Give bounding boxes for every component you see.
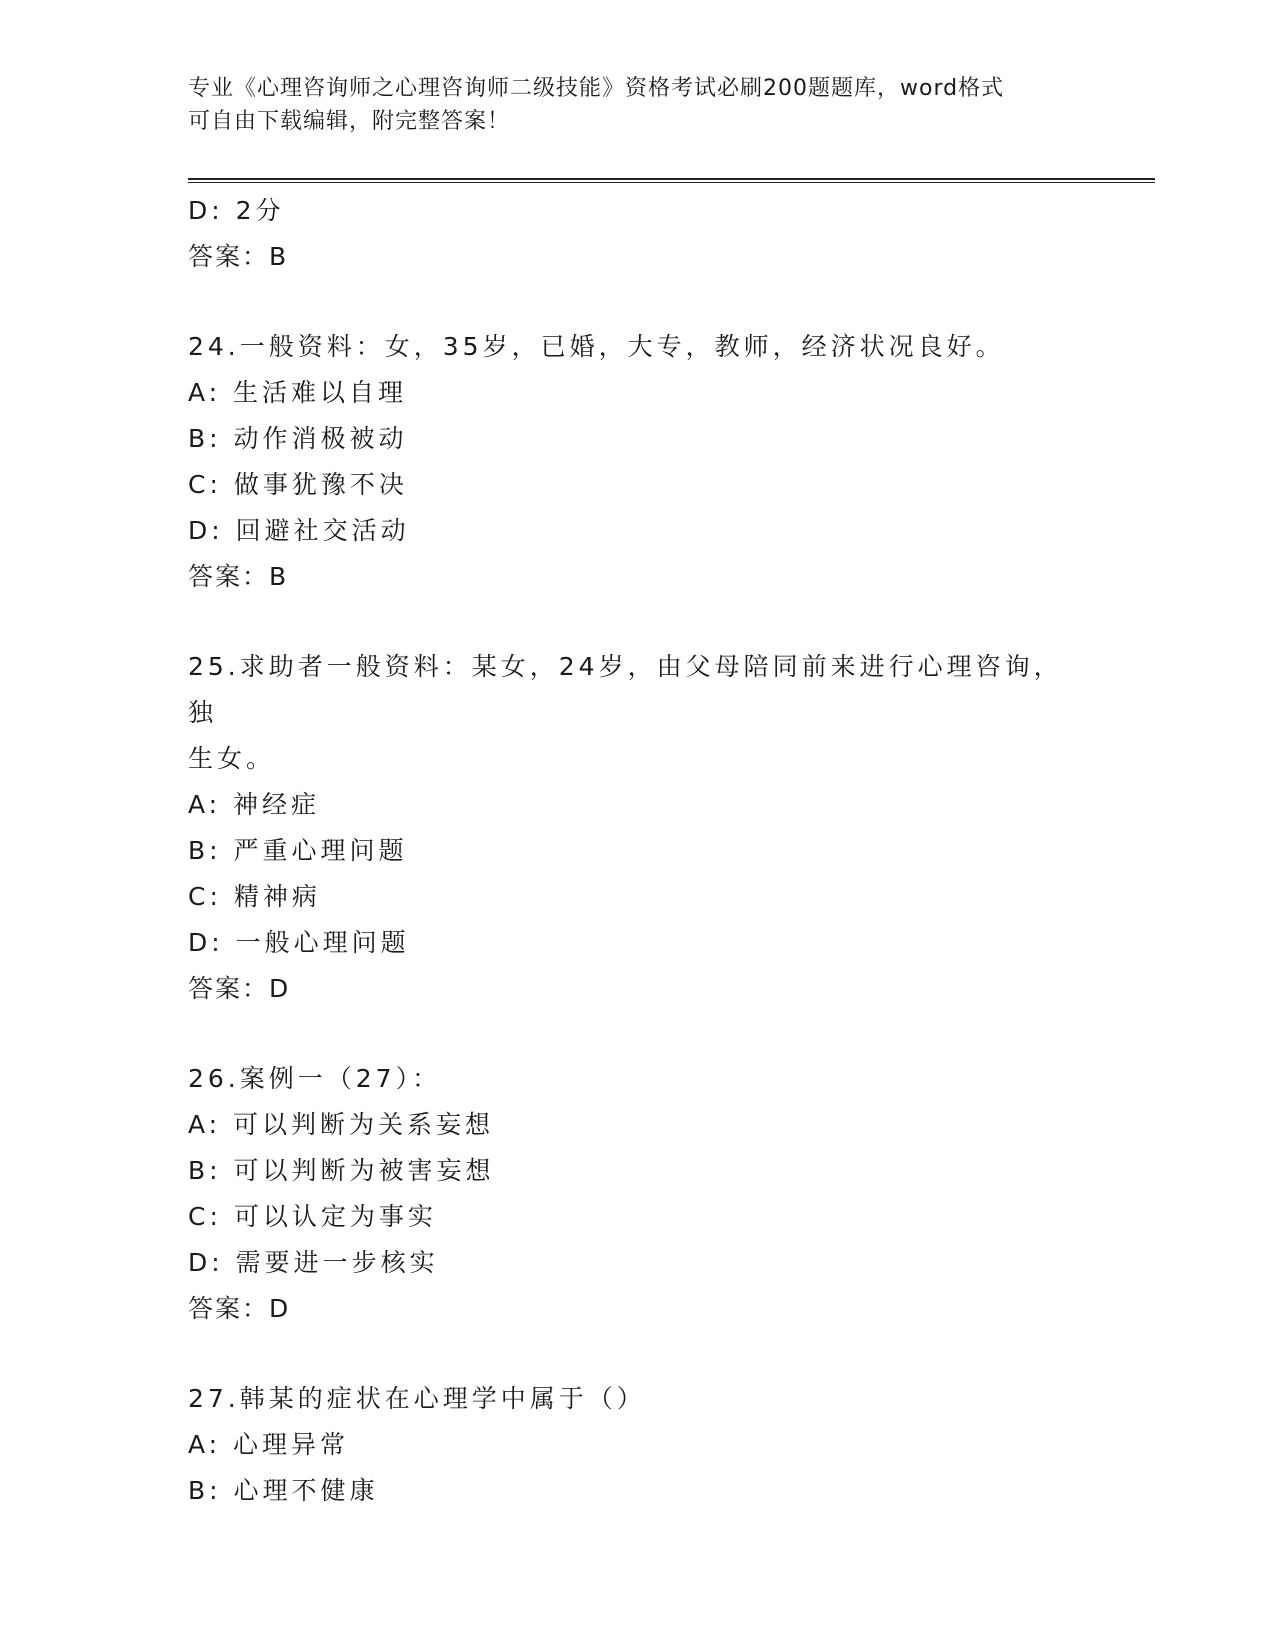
option-d: D: 需要进一步核实: [188, 1248, 439, 1277]
option-a: A: 神经症: [188, 790, 321, 819]
document-body: [188, 188, 1088, 1514]
option-c: C: 精神病: [188, 882, 321, 911]
question-title: 24.一般资料：女，35岁，已婚，大专，教师，经济状况良好。: [188, 332, 1005, 361]
question-title: 27.韩某的症状在心理学中属于（）: [188, 1384, 646, 1413]
answer: 答案：D: [188, 1294, 291, 1323]
document-header: [188, 72, 1088, 138]
question-26: [188, 1056, 1088, 1332]
question-27: [188, 1376, 1088, 1514]
option-d: D: 2分: [188, 196, 285, 225]
question-23-tail: [188, 188, 1088, 280]
option-d: D: 回避社交活动: [188, 516, 410, 545]
option-b: B: 心理不健康: [188, 1476, 379, 1505]
question-title: 26.案例一（27）：: [188, 1064, 442, 1093]
header-divider: [188, 178, 1155, 183]
question-title-line-1: 25.求助者一般资料：某女，24岁，由父母陪同前来进行心理咨询，独: [188, 652, 1063, 727]
option-b: B: 可以判断为被害妄想: [188, 1156, 495, 1185]
question-title-line-2: 生女。: [188, 744, 276, 773]
answer: 答案：B: [188, 242, 289, 271]
answer: 答案：B: [188, 562, 289, 591]
option-a: A: 心理异常: [188, 1430, 350, 1459]
option-b: B: 动作消极被动: [188, 424, 408, 453]
answer: 答案：D: [188, 974, 291, 1003]
header-title-line-1: 专业《心理咨询师之心理咨询师二级技能》资格考试必刷200题题库，word格式: [188, 76, 1005, 101]
question-25: [188, 644, 1088, 1012]
option-a: A: 生活难以自理: [188, 378, 408, 407]
option-c: C: 做事犹豫不决: [188, 470, 408, 499]
option-d: D: 一般心理问题: [188, 928, 410, 957]
question-24: [188, 324, 1088, 600]
header-title-line-2: 可自由下载编辑，附完整答案！: [188, 109, 511, 134]
option-c: C: 可以认定为事实: [188, 1202, 437, 1231]
option-b: B: 严重心理问题: [188, 836, 408, 865]
option-a: A: 可以判断为关系妄想: [188, 1110, 495, 1139]
